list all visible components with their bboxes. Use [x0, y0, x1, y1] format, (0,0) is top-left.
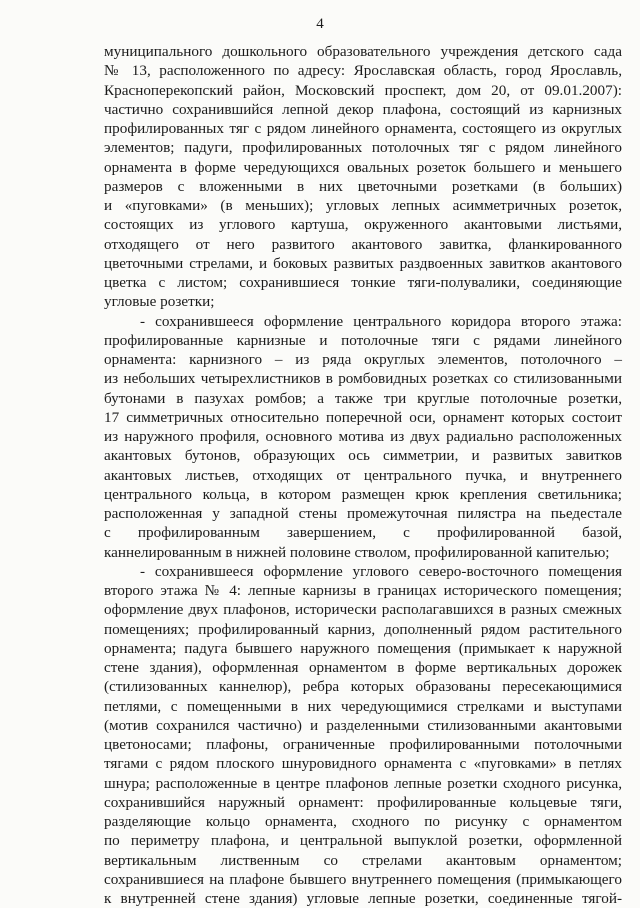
text-line: - сохранившееся оформление центрального коридора второго этажа: — [140, 312, 622, 330]
text-line: (стилизованных каннелюр), ребра которых образованы пересекающимися — [104, 678, 622, 696]
text-line: цветочными стрелами, и боковых развитых раздвоенных завитков акантового — [104, 254, 622, 272]
text-line: цветка с листом; сохранившиеся тонкие тяги-полувалики, соединяющие — [104, 274, 622, 291]
text-line: отходящего от него развитого акантового завитка, фланкированного — [104, 235, 622, 253]
text-line: к внутренней стене здания) угловые лепные розетки, соединенные тягой- — [104, 890, 622, 907]
body-text — [104, 42, 622, 908]
text-line: петлями, с помещенными в них чередующимися стрелками и выступами — [104, 697, 622, 715]
text-line: частично сохранившийся лепной декор плафона, состоящий из карнизных — [104, 100, 622, 118]
text-line: муниципального дошкольного образовательного учреждения детского сада — [104, 43, 622, 60]
text-line: сохранившийся наружный орнамент: профилированные кольцевые тяги, — [104, 793, 622, 811]
text-line: стене здания), оформленная орнаментом в форме вертикальных дорожек — [104, 659, 622, 676]
text-line: бутонами в пазухах ромбов; а также три круглые потолочные розетки, — [104, 389, 622, 407]
text-line: профилированных тяг с рядом линейного орнамента, состоящего из округлых — [104, 120, 622, 137]
text-line: оформление двух плафонов, исторически располагавшихся в разных смежных — [104, 601, 622, 619]
text-line: по периметру плафона, и центральной выпуклой розетки, оформленной — [104, 832, 622, 850]
text-line: из наружного профиля, основного мотива из двух радиально расположенных — [104, 428, 622, 445]
text-line: с профилированным завершением, с профилированной базой, — [104, 524, 622, 542]
text-line: орнамента: карнизного – из ряда округлых элементов, потолочного – — [104, 351, 622, 368]
text-line: акантовых бутонов, образующих ось симметрии, и развитых завитков — [104, 447, 622, 465]
text-line: тягами с рядом плоского шнуровидного орнамента с «пуговками» в петлях — [104, 755, 622, 773]
text-line: из небольших четырехлистников в ромбовидных розетках со стилизованными — [104, 370, 622, 388]
text-line: размеров с вложенными в них цветочными розетками (в больших) — [104, 177, 622, 195]
text-line: и «пуговками» (в меньших); угловых лепных асимметричных розеток, — [104, 197, 622, 214]
text-line: вертикальным лиственным со стрелами акантовым орнаментом; — [104, 851, 622, 869]
text-line: элементов; падуги, профилированных потолочных тяг с рядом линейного — [104, 139, 622, 157]
text-line: второго этажа № 4: лепные карнизы в границах исторического помещения; — [104, 582, 622, 599]
text-line: акантовых листьев, отходящих от центрального пучка, и внутреннего — [104, 466, 622, 484]
text-line: центрального кольца, в котором размещен крюк крепления светильника; — [104, 485, 622, 503]
text-line: № 13, расположенного по адресу: Ярославская область, город Ярославль, — [104, 62, 622, 80]
text-line: профилированные карнизные и потолочные тяги с рядами линейного — [104, 331, 622, 349]
text-line: расположенная у западной стены промежуточная пилястра на пьедестале — [104, 505, 622, 522]
page-number: 4 — [316, 16, 324, 32]
text-line: орнамента в форме чередующихся овальных розеток большего и меньшего — [104, 158, 622, 176]
text-line: состоящих из углового картуша, окруженного акантовыми листьями, — [104, 216, 622, 234]
text-line: каннелированным в нижней половине стволом, профилированной капителью; — [104, 543, 610, 561]
text-line: 17 симметричных относительно поперечной оси, орнамент которых состоит — [104, 408, 622, 426]
text-line: цветоносами; плафоны, ограниченные профилированными потолочными — [104, 736, 622, 753]
text-line: орнамента; падуга бывшего наружного помещения (примыкает к наружной — [104, 639, 622, 657]
text-line: угловые розетки; — [104, 293, 215, 311]
text-line: шнура; расположенные в центре плафонов лепные розетки сходного рисунка, — [104, 774, 622, 792]
text-line: разделяющие кольцо орнамента, сходного по рисунку с орнаментом — [104, 813, 622, 830]
text-line: Красноперекопский район, Московский проспект, дом 20, от 09.01.2007): — [104, 81, 622, 99]
text-line: (мотив сохранился частично) и разделенными стилизованными акантовыми — [104, 716, 622, 734]
text-line: сохранившиеся на плафоне бывшего внутреннего помещения (примыкающего — [104, 870, 622, 888]
text-line: помещениях; профилированный карниз, дополненный рядом растительного — [104, 620, 622, 638]
text-line: - сохранившееся оформление углового северо-восточного помещения — [140, 562, 622, 580]
